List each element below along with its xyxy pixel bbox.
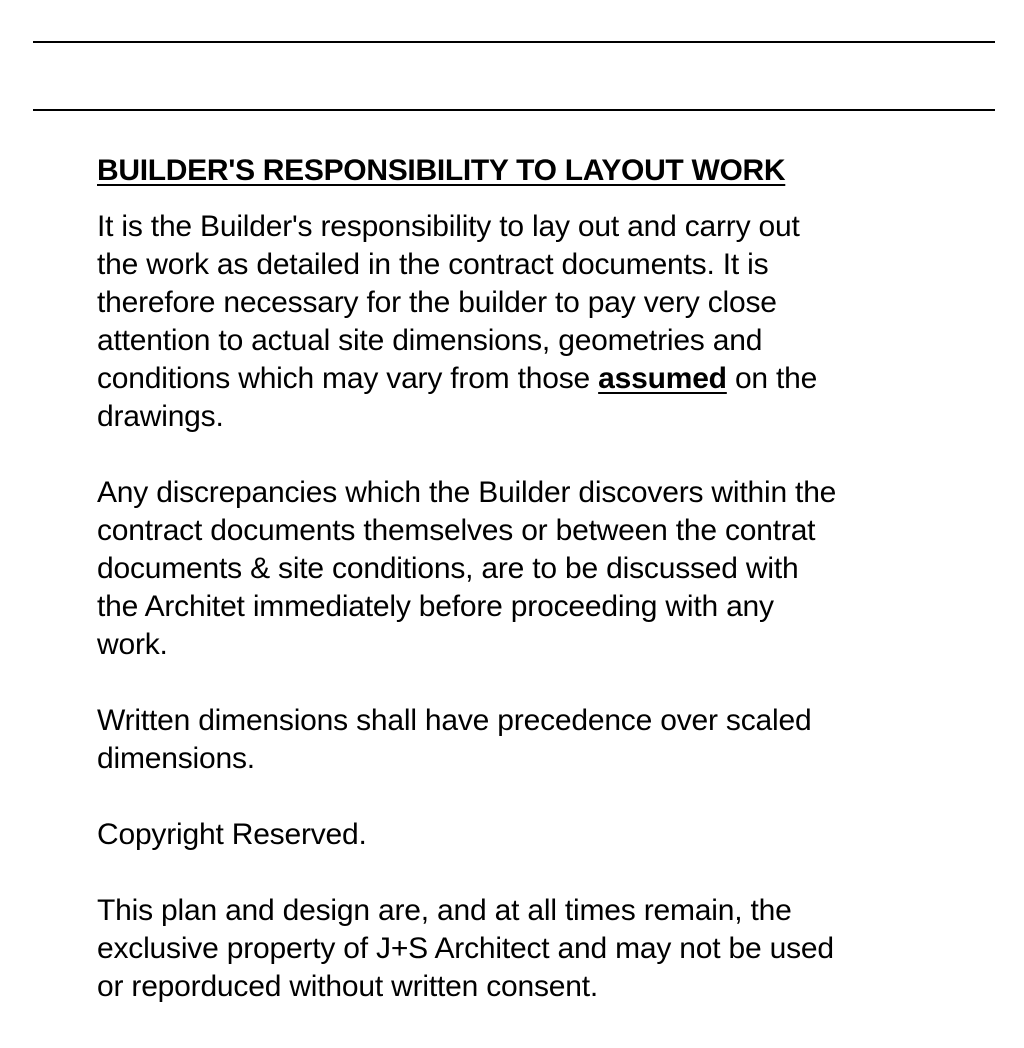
top-divider-line xyxy=(33,41,995,43)
paragraph-line: This plan and design are, and at all times remain, the xyxy=(97,894,792,927)
paragraph-line: documents & site conditions, are to be discussed with xyxy=(97,552,799,585)
paragraph-line: attention to actual site dimensions, geometries and xyxy=(97,324,763,357)
line-text: conditions which may vary from those xyxy=(97,362,599,395)
paragraph-line: exclusive property of J+S Architect and may not be used xyxy=(97,932,834,965)
line-text: on the xyxy=(726,362,818,395)
paragraph-line: It is the Builder's responsibility to lay out and carry out xyxy=(97,210,800,243)
layout-responsibility-paragraph xyxy=(97,208,977,436)
paragraph-line: the Architet immediately before proceeding with any xyxy=(97,590,774,623)
paragraph-line: drawings. xyxy=(97,400,224,433)
paragraph-line: Copyright Reserved. xyxy=(97,818,367,851)
assumed-emphasis: assumed xyxy=(598,362,727,395)
notes-content xyxy=(97,148,977,1044)
written-dimensions-paragraph xyxy=(97,702,977,778)
paragraph-line: contract documents themselves or between the contrat xyxy=(97,514,816,547)
paragraph-line xyxy=(97,360,977,398)
paragraph-line: or reporduced without written consent. xyxy=(97,970,599,1003)
second-divider-line xyxy=(33,109,995,111)
paragraph-line: Written dimensions shall have precedence over scaled xyxy=(97,704,812,737)
paragraph-line: the work as detailed in the contract documents. It is xyxy=(97,248,769,281)
discrepancies-paragraph xyxy=(97,474,977,664)
paragraph-line: work. xyxy=(97,628,168,661)
notes-heading: BUILDER'S RESPONSIBILITY TO LAYOUT WORK xyxy=(97,154,786,187)
copyright-paragraph xyxy=(97,816,977,854)
paragraph-line: therefore necessary for the builder to pay very close xyxy=(97,286,777,319)
paragraph-line: Any discrepancies which the Builder discovers within the xyxy=(97,476,837,509)
paragraph-line: dimensions. xyxy=(97,742,255,775)
property-notice-paragraph xyxy=(97,892,977,1006)
